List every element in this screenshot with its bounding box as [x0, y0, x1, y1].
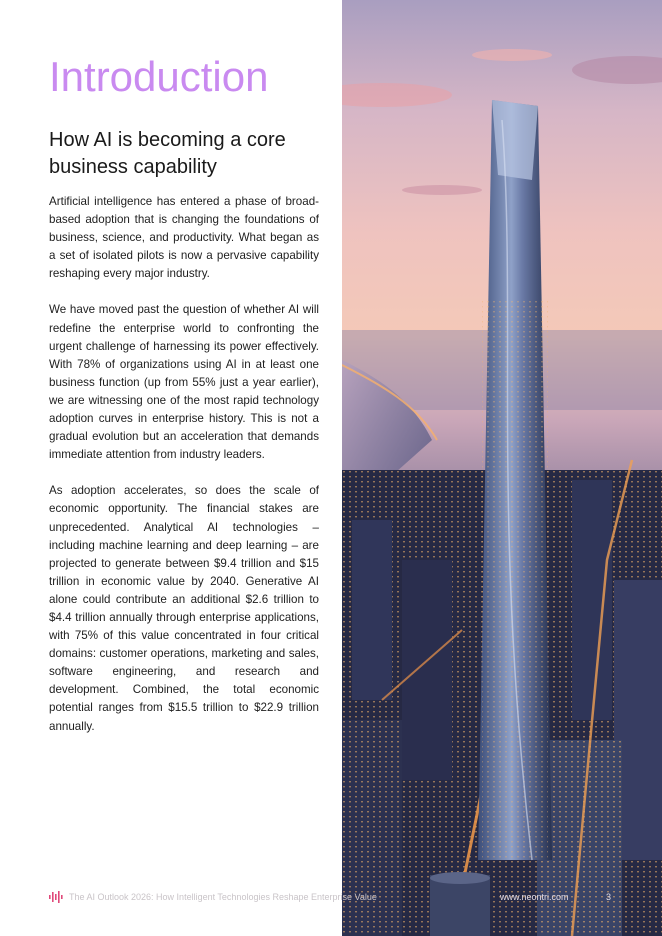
- footer-website-link[interactable]: www.neontri.com: [500, 892, 569, 902]
- footer-publication-title: The AI Outlook 2026: How Intelligent Technologies Reshape Enterprise Value: [69, 892, 377, 902]
- page-number: 3: [606, 892, 612, 902]
- brand-logo-icon: [49, 891, 63, 903]
- section-subtitle: How AI is becoming a core business capability: [49, 129, 286, 178]
- paragraph: Artificial intelligence has entered a phase of broad-based adoption that is changing the foundations of business, science, and productivity. What began as a set of isolated pilots is now a pervasive capability reshaping every major industry.: [49, 195, 319, 281]
- paragraph: We have moved past the question of whether AI will redefine the enterprise world to confronting the urgent challenge of harnessing its power effectively. With 78% of organizations using AI in at least one business function (up from 55% just a year earlier), we are witnessing one of the most rapid technology adoption curves in enterprise history. This is not a gradual evolution but an acceleration that demands immediate attention from industry leaders.: [49, 303, 319, 462]
- body-text: [49, 193, 319, 754]
- page-footer: [49, 889, 619, 905]
- page-title: Introduction: [49, 53, 269, 100]
- city-skyline-image: [342, 0, 662, 936]
- paragraph: As adoption accelerates, so does the scale of economic opportunity. The financial stakes are unprecedented. Analytical AI technologies – including machine learning and deep learning – are projected to generate between $9.4 trillion and $15 trillion in economic value by 2040. Generative AI alone could contribute an additional $2.6 trillion to $4.4 trillion annually through enterprise applications, with 75% of this value concentrated in four critical domains: customer operations, marketing and sales, software engineering, and research and development. Combined, the total economic potential ranges from $15.5 trillion to $22.9 trillion annually.: [49, 484, 319, 733]
